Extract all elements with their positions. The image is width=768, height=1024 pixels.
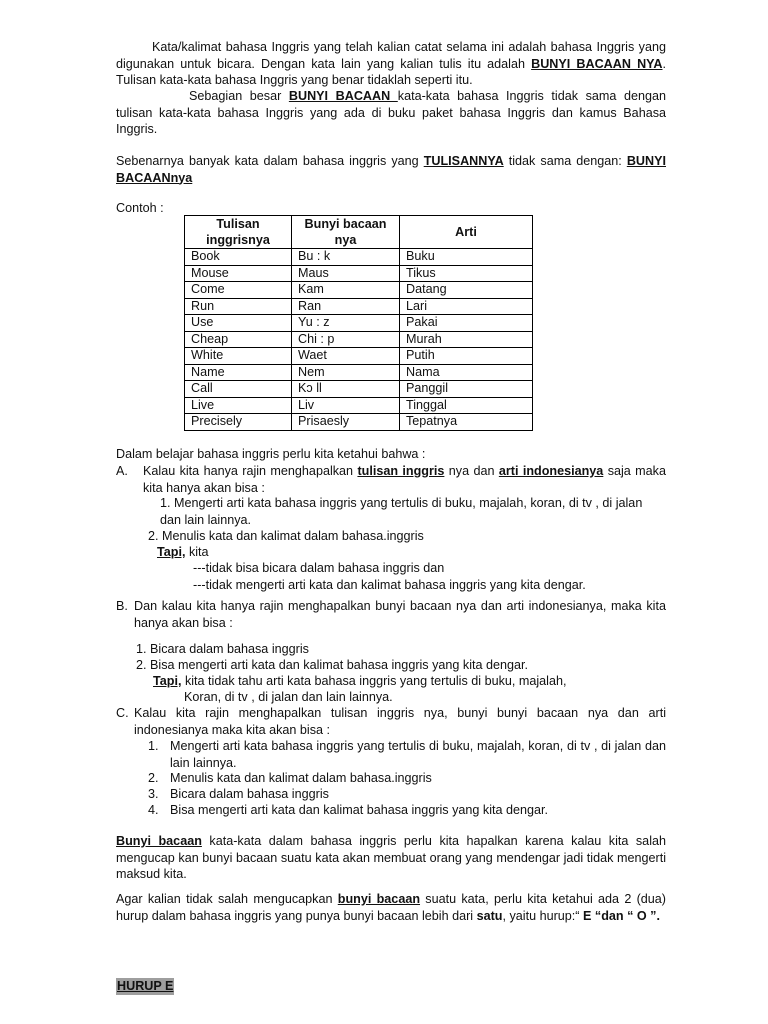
section-heading-hurup-e: HURUP E xyxy=(117,979,174,993)
section-b-tapi-rest: kita tidak tahu arti kata bahasa inggris yang tertulis di buku, majalah, xyxy=(181,674,567,688)
table-row xyxy=(185,315,533,332)
cell-arti: Pakai xyxy=(400,315,533,332)
cell-arti: Tepatnya xyxy=(400,414,533,431)
bunyi-bacaan-emphasis: BUNYI BACAAN NYA xyxy=(531,56,663,71)
section-b-item-1: 1. Bicara dalam bahasa inggris xyxy=(136,642,309,656)
letters-e-o-emphasis: E “dan “ O ”. xyxy=(583,908,660,923)
cell-tulisan: Come xyxy=(185,282,292,299)
cell-bunyi: Ran xyxy=(292,298,400,315)
section-c-item-2: Menulis kata dan kalimat dalam bahasa.inggris xyxy=(170,771,432,785)
paragraph-sebenarnya-mid: tidak sama dengan: xyxy=(503,154,627,168)
table-row xyxy=(185,364,533,381)
tulisannya-emphasis: TULISANNYA xyxy=(423,154,504,168)
cell-arti: Tikus xyxy=(400,265,533,282)
section-c-item-3: Bicara dalam bahasa inggris xyxy=(170,787,329,801)
section-b-item-2: 2. Bisa mengerti arti kata dan kalimat bahasa inggris yang kita dengar. xyxy=(136,658,529,672)
paragraph-bunyi-bacaan xyxy=(116,833,666,883)
cell-tulisan: Run xyxy=(185,298,292,315)
cell-bunyi: Kɔ ll xyxy=(292,381,400,398)
section-a-end: saja maka kita hanya akan bisa : xyxy=(143,464,666,495)
table-row xyxy=(185,414,533,431)
cell-bunyi: Liv xyxy=(292,397,400,414)
arti-indonesianya-emphasis: arti indonesianya xyxy=(498,464,604,478)
paragraph-sebenarnya-start: Sebenarnya banyak kata dalam bahasa inggris yang xyxy=(116,154,424,168)
table-row xyxy=(185,249,533,266)
section-b-text: Dan kalau kita hanya rajin menghapalkan bunyi bacaan nya dan arti indonesianya, maka kita hanya akan bisa : xyxy=(134,599,666,630)
section-c-item-3-num: 3. xyxy=(148,787,159,801)
section-a-text xyxy=(143,463,666,496)
paragraph-sebagian-end: kata-kata bahasa Inggris tidak sama dengan tulisan kata-kata bahasa Inggris yang ada di buku paket bahasa Inggris dan kamus Bahasa Inggris. xyxy=(116,89,666,136)
cell-arti: Nama xyxy=(400,364,533,381)
cell-bunyi: Nem xyxy=(292,364,400,381)
tapi-emphasis: Tapi, xyxy=(157,545,186,559)
header-tulisan: Tulisan inggrisnya xyxy=(185,216,292,249)
cell-arti: Lari xyxy=(400,298,533,315)
paragraph-agar-start: Agar kalian tidak salah mengucapkan xyxy=(116,892,338,906)
paragraph-intro-text: Kata/kalimat bahasa Inggris yang telah kalian catat selama ini adalah bahasa Inggris yang digunakan untuk bicara. Dengan kata lain yang kalian tulis itu adalah xyxy=(116,40,666,71)
cell-tulisan: Call xyxy=(185,381,292,398)
satu-emphasis: satu xyxy=(476,908,503,923)
table-row xyxy=(185,298,533,315)
section-a-dash-1: ---tidak bisa bicara dalam bahasa inggris dan xyxy=(193,561,445,575)
section-b-tapi-line-2: Koran, di tv , di jalan dan lain lainnya. xyxy=(184,690,393,704)
section-c-item-1-num: 1. xyxy=(148,739,159,753)
cell-arti: Putih xyxy=(400,348,533,365)
paragraph-sebenarnya xyxy=(116,153,666,186)
cell-tulisan: Book xyxy=(185,249,292,266)
paragraph-sebagian-start: Sebagian besar xyxy=(189,89,289,103)
section-a-tapi-rest: kita xyxy=(185,545,209,559)
table-header-row xyxy=(185,216,533,249)
tulisan-inggris-emphasis: tulisan inggris xyxy=(357,464,445,478)
section-c-item-1: Mengerti arti kata bahasa inggris yang tertulis di buku, majalah, koran, di tv , di jalan dan lain lainnya. xyxy=(170,739,666,770)
bunyi-bacaan-emphasis-4: bunyi bacaan xyxy=(337,892,421,906)
section-c-item-4-num: 4. xyxy=(148,803,159,817)
section-a-item-1: 1. Mengerti arti kata bahasa inggris yang tertulis di buku, majalah, koran, di tv , di jalan dan lain lainnya. xyxy=(160,496,643,527)
paragraph-agar-mid-2: , yaitu hurup:“ xyxy=(502,908,583,923)
contoh-label: Contoh : xyxy=(116,201,164,215)
section-c-marker: C. xyxy=(116,706,129,720)
section-a-start: Kalau kita hanya rajin menghapalkan xyxy=(143,464,358,478)
cell-arti: Tinggal xyxy=(400,397,533,414)
cell-bunyi: Kam xyxy=(292,282,400,299)
section-a-marker: A. xyxy=(116,464,128,478)
cell-bunyi: Bu : k xyxy=(292,249,400,266)
paragraph-sebagian xyxy=(116,88,666,138)
header-bunyi: Bunyi bacaan nya xyxy=(292,216,400,249)
cell-arti: Datang xyxy=(400,282,533,299)
cell-tulisan: Live xyxy=(185,397,292,414)
cell-tulisan: Name xyxy=(185,364,292,381)
cell-tulisan: Precisely xyxy=(185,414,292,431)
section-b-tapi xyxy=(153,673,666,690)
section-c-text: Kalau kita rajin menghapalkan tulisan inggris nya, bunyi bunyi bacaan nya dan arti indonesianya maka kita akan bisa : xyxy=(134,706,666,737)
paragraph-intro-end: . Tulisan kata-kata bahasa Inggris yang benar tidaklah seperti itu. xyxy=(116,56,666,87)
bunyi-bacaannya-emphasis: BUNYI BACAANnya xyxy=(116,154,666,185)
paragraph-agar-mid: suatu kata, perlu kita ketahui ada 2 (dua) hurup dalam bahasa inggris yang punya bunyi bacaan lebih dari xyxy=(116,892,667,923)
cell-bunyi: Waet xyxy=(292,348,400,365)
cell-tulisan: Cheap xyxy=(185,331,292,348)
table-row xyxy=(185,331,533,348)
table-row xyxy=(185,397,533,414)
header-arti: Arti xyxy=(400,216,533,249)
paragraph-agar xyxy=(116,891,666,924)
table-row xyxy=(185,381,533,398)
section-a-dash-2: ---tidak mengerti arti kata dan kalimat bahasa inggris yang kita dengar. xyxy=(193,578,586,592)
cell-arti: Murah xyxy=(400,331,533,348)
section-b-marker: B. xyxy=(116,599,128,613)
cell-bunyi: Prisaesly xyxy=(292,414,400,431)
section-a-tapi xyxy=(157,544,666,561)
word-table xyxy=(184,215,533,431)
table-row xyxy=(185,282,533,299)
cell-tulisan: White xyxy=(185,348,292,365)
paragraph-intro xyxy=(116,39,666,89)
section-a-item-2: 2. Menulis kata dan kalimat dalam bahasa.inggris xyxy=(148,529,424,543)
paragraph-bunyi-bacaan-rest: kata-kata dalam bahasa inggris perlu kita hapalkan karena kalau kita salah mengucap kan bunyi bacaan suatu kata akan membuat orang yang mendengar jadi tidak mengerti maksud kita. xyxy=(116,834,666,881)
cell-bunyi: Maus xyxy=(292,265,400,282)
bunyi-bacaan-emphasis-3: Bunyi bacaan xyxy=(116,834,202,848)
table-row xyxy=(185,265,533,282)
cell-tulisan: Mouse xyxy=(185,265,292,282)
intro-line: Dalam belajar bahasa inggris perlu kita ketahui bahwa : xyxy=(116,447,426,461)
cell-arti: Panggil xyxy=(400,381,533,398)
section-c-item-4: Bisa mengerti arti kata dan kalimat bahasa inggris yang kita dengar. xyxy=(170,803,549,817)
tapi-emphasis: Tapi, xyxy=(153,674,182,688)
table-row xyxy=(185,348,533,365)
bunyi-bacaan-emphasis-2: BUNYI BACAAN xyxy=(288,89,398,103)
section-c-item-2-num: 2. xyxy=(148,771,159,785)
cell-bunyi: Chi : p xyxy=(292,331,400,348)
cell-bunyi: Yu : z xyxy=(292,315,400,332)
cell-tulisan: Use xyxy=(185,315,292,332)
cell-arti: Buku xyxy=(400,249,533,266)
section-a-mid: nya dan xyxy=(444,464,499,478)
